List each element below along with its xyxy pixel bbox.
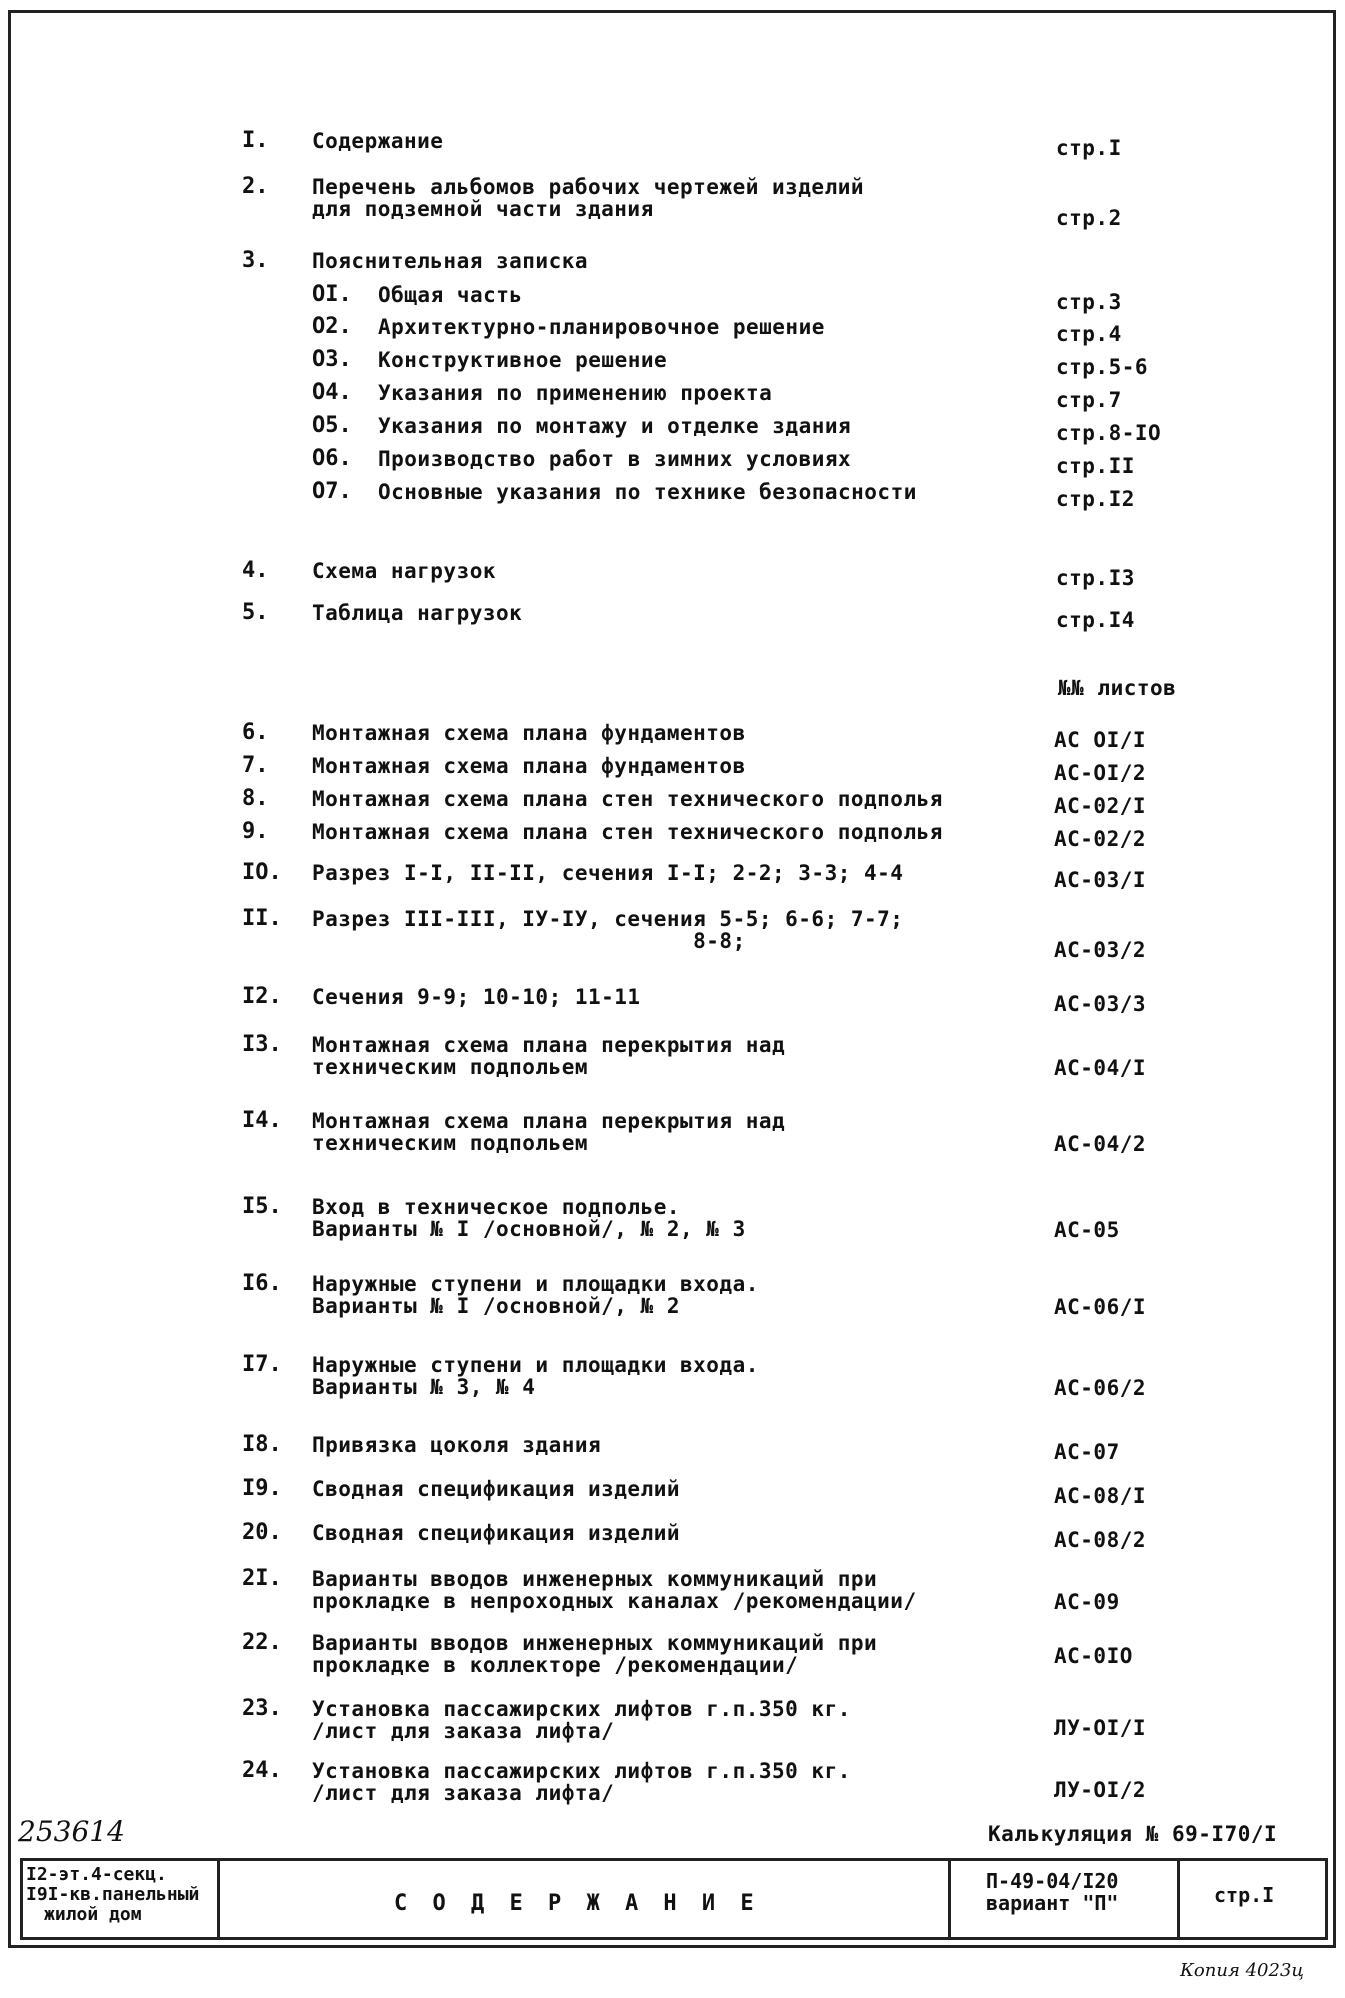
toc-item-text: Указания по применению проекта — [378, 381, 773, 405]
toc-item-text: Варианты № 3, № 4 — [312, 1375, 536, 1399]
toc-item-number: I3. — [242, 1032, 282, 1057]
toc-item-text: для подземной части здания — [312, 197, 654, 221]
toc-item-sheet-ref: АС-02/I — [1054, 794, 1147, 818]
toc-item-sheet-ref: стр.2 — [1056, 206, 1122, 230]
project-line-2: вариант "П" — [986, 1891, 1119, 1915]
toc-item-sheet-ref: АС-07 — [1054, 1440, 1120, 1464]
toc-item-sheet-ref: АС-08/2 — [1054, 1528, 1147, 1552]
toc-item-text: Перечень альбомов рабочих чертежей изделий — [312, 175, 865, 199]
toc-item-sheet-ref: АС-0IO — [1054, 1644, 1133, 1668]
toc-item-number: 3. — [242, 248, 269, 273]
toc-item-sheet-ref: АС-04/I — [1054, 1056, 1147, 1080]
toc-item-number: I8. — [242, 1432, 282, 1457]
toc-item-text: /лист для заказа лифта/ — [312, 1719, 615, 1743]
project-line-1: П-49-04/I20 — [986, 1869, 1119, 1893]
toc-item-number: 2I. — [242, 1566, 282, 1591]
toc-item-sheet-ref: АС-03/2 — [1054, 938, 1147, 962]
toc-item-text: Привязка цоколя здания — [312, 1433, 602, 1457]
toc-item-number: I7. — [242, 1352, 282, 1377]
toc-item-text: Схема нагрузок — [312, 559, 497, 583]
toc-item-sheet-ref: стр.7 — [1056, 388, 1122, 412]
toc-item-sheet-ref: стр.II — [1056, 454, 1135, 478]
toc-item-sheet-ref: стр.I3 — [1056, 566, 1135, 590]
toc-item-text: Содержание — [312, 129, 444, 153]
toc-item-text: Наружные ступени и площадки входа. — [312, 1353, 759, 1377]
toc-item-sheet-ref: ЛУ-OI/2 — [1054, 1778, 1147, 1802]
toc-item-sheet-ref: стр.I4 — [1056, 608, 1135, 632]
toc-item-text: Конструктивное решение — [378, 348, 668, 372]
toc-item-number: I6. — [242, 1271, 282, 1296]
toc-item-text: Разрез I-I, II-II, сечения I-I; 2-2; 3-3; 4-4 — [312, 861, 904, 885]
toc-item-sheet-ref: стр.I — [1056, 136, 1122, 160]
calculation-number: Калькуляция № 69-I70/I — [988, 1822, 1278, 1846]
toc-item-number: 6. — [242, 720, 269, 745]
toc-item-sheet-ref: АС-05 — [1054, 1218, 1120, 1242]
toc-item-number: OI. — [312, 282, 352, 307]
toc-item-text: Разрез III-III, IУ-IУ, сечения 5-5; 6-6; 7-7; — [312, 907, 904, 931]
toc-item-sheet-ref: АС-06/I — [1054, 1295, 1147, 1319]
toc-item-sheet-ref: АС-08/I — [1054, 1484, 1147, 1508]
toc-item-text: Установка пассажирских лифтов г.п.350 кг. — [312, 1697, 851, 1721]
toc-item-text: Варианты № I /основной/, № 2 — [312, 1294, 681, 1318]
toc-item-sheet-ref: ЛУ-OI/I — [1054, 1716, 1147, 1740]
footer-note: Копия 4023ц — [1180, 1960, 1304, 1981]
toc-item-text: Таблица нагрузок — [312, 601, 523, 625]
toc-item-text: Монтажная схема плана стен технического подполья — [312, 820, 943, 844]
toc-item-text: Варианты вводов инженерных коммуникаций при — [312, 1631, 878, 1655]
toc-item-sheet-ref: стр.5-6 — [1056, 355, 1149, 379]
toc-item-number: O6. — [312, 446, 352, 471]
sheets-column-header: №№ листов — [1058, 676, 1177, 700]
toc-item-text: Основные указания по технике безопасности — [378, 480, 917, 504]
toc-item-number: O5. — [312, 413, 352, 438]
toc-item-number: 5. — [242, 600, 269, 625]
toc-item-text: Монтажная схема плана фундаментов — [312, 754, 746, 778]
toc-item-sheet-ref: стр.8-IO — [1056, 421, 1162, 445]
toc-item-text: техническим подпольем — [312, 1055, 589, 1079]
toc-item-number: 23. — [242, 1696, 282, 1721]
toc-item-text: Общая часть — [378, 283, 523, 307]
toc-item-number: 20. — [242, 1520, 282, 1545]
toc-item-sheet-ref: АС-04/2 — [1054, 1132, 1147, 1156]
toc-item-text: Установка пассажирских лифтов г.п.350 кг. — [312, 1759, 851, 1783]
toc-item-text: Наружные ступени и площадки входа. — [312, 1272, 759, 1296]
toc-item-sheet-ref: АС-06/2 — [1054, 1376, 1147, 1400]
page-number: стр.I — [1214, 1883, 1275, 1907]
object-line-2: I9I-кв.панельный — [26, 1884, 200, 1905]
toc-item-text: прокладке в коллекторе /рекомендации/ — [312, 1653, 799, 1677]
toc-item-number: I. — [242, 128, 269, 153]
toc-item-text: Архитектурно-планировочное решение — [378, 315, 825, 339]
toc-item-sheet-ref: АС OI/I — [1054, 728, 1147, 752]
toc-item-text: техническим подпольем — [312, 1131, 589, 1155]
toc-item-text: /лист для заказа лифта/ — [312, 1781, 615, 1805]
toc-item-text: Монтажная схема плана стен технического подполья — [312, 787, 943, 811]
toc-item-text: Указания по монтажу и отделке здания — [378, 414, 852, 438]
toc-item-number: 2. — [242, 174, 269, 199]
toc-item-number: I9. — [242, 1476, 282, 1501]
toc-item-sheet-ref: стр.I2 — [1056, 487, 1135, 511]
toc-item-sheet-ref: АС-09 — [1054, 1590, 1120, 1614]
toc-item-number: O2. — [312, 314, 352, 339]
toc-item-sheet-ref: АС-03/I — [1054, 868, 1147, 892]
toc-item-number: 24. — [242, 1758, 282, 1783]
toc-item-number: 7. — [242, 753, 269, 778]
toc-item-number: O3. — [312, 347, 352, 372]
toc-item-text: прокладке в непроходных каналах /рекомендации/ — [312, 1589, 917, 1613]
toc-item-text: Сечения 9-9; 10-10; 11-11 — [312, 985, 641, 1009]
toc-item-sheet-ref: АС-02/2 — [1054, 827, 1147, 851]
toc-item-number: O7. — [312, 479, 352, 504]
toc-item-number: IO. — [242, 860, 282, 885]
document-title: С О Д Е Р Ж А Н И Е — [394, 1891, 760, 1916]
toc-item-sheet-ref: стр.3 — [1056, 290, 1122, 314]
toc-item-text: Сводная спецификация изделий — [312, 1521, 681, 1545]
toc-item-number: I2. — [242, 984, 282, 1009]
toc-item-text: Вход в техническое подполье. — [312, 1195, 681, 1219]
toc-item-number: 22. — [242, 1630, 282, 1655]
toc-item-text: Пояснительная записка — [312, 249, 589, 273]
toc-item-sheet-ref: стр.4 — [1056, 322, 1122, 346]
toc-item-number: II. — [242, 906, 282, 931]
toc-item-text: Производство работ в зимних условиях — [378, 447, 852, 471]
toc-item-text: 8-8; — [312, 929, 746, 953]
toc-item-number: 4. — [242, 558, 269, 583]
inventory-number: 253614 — [18, 1815, 125, 1848]
toc-item-text: Сводная спецификация изделий — [312, 1477, 681, 1501]
toc-item-text: Монтажная схема плана перекрытия над — [312, 1109, 786, 1133]
toc-item-number: 9. — [242, 819, 269, 844]
object-line-3: жилой дом — [44, 1904, 142, 1925]
toc-item-text: Варианты вводов инженерных коммуникаций при — [312, 1567, 878, 1591]
toc-item-number: 8. — [242, 786, 269, 811]
toc-item-sheet-ref: АС-OI/2 — [1054, 761, 1147, 785]
toc-item-text: Монтажная схема плана фундаментов — [312, 721, 746, 745]
toc-item-number: I5. — [242, 1194, 282, 1219]
toc-item-sheet-ref: АС-03/3 — [1054, 992, 1147, 1016]
toc-item-number: I4. — [242, 1108, 282, 1133]
toc-item-number: O4. — [312, 380, 352, 405]
object-line-1: I2-эт.4-секц. — [26, 1864, 167, 1885]
toc-item-text: Варианты № I /основной/, № 2, № 3 — [312, 1217, 746, 1241]
toc-item-text: Монтажная схема плана перекрытия над — [312, 1033, 786, 1057]
